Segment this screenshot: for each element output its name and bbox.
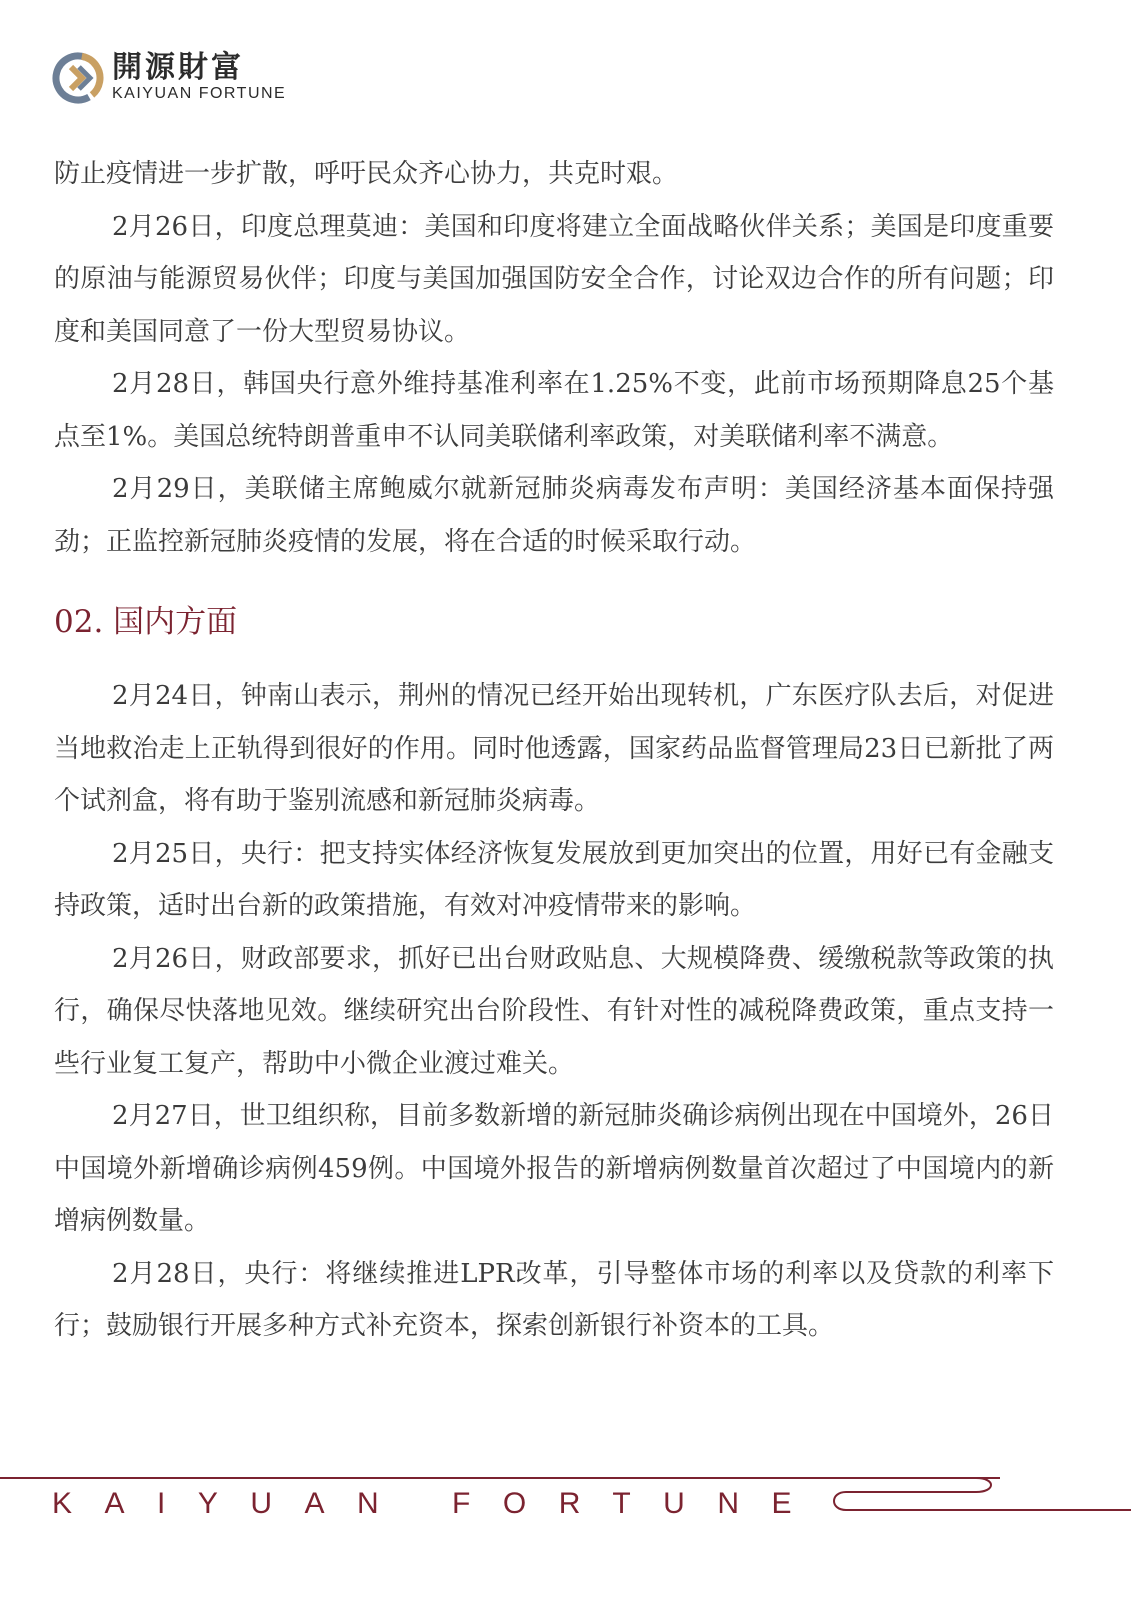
footer-swoosh-icon <box>826 1470 1131 1530</box>
paragraph: 2月29日，美联储主席鲍威尔就新冠肺炎病毒发布声明：美国经济基本面保持强劲；正监控新冠肺炎疫情的发展，将在合适的时候采取行动。 <box>54 474 1054 557</box>
paragraph: 2月24日，钟南山表示，荆州的情况已经开始出现转机，广东医疗队去后，对促进当地救治走上正轨得到很好的作用。同时他透露，国家药品监督管理局23日已新批了两个试剂盒，将有助于鉴别流感和新冠肺炎病毒。 <box>54 681 1054 816</box>
paragraph: 2月28日，韩国央行意外维持基准利率在1.25%不变，此前市场预期降息25个基点至1%。美国总统特朗普重申不认同美联储利率政策，对美联储利率不满意。 <box>54 369 1054 452</box>
document-body <box>54 148 1054 1353</box>
paragraph: 2月26日，财政部要求，抓好已出台财政贴息、大规模降费、缓缴税款等政策的执行，确保尽快落地见效。继续研究出台阶段性、有针对性的减税降费政策，重点支持一些行业复工复产，帮助中小微企业渡过难关。 <box>54 943 1054 1079</box>
paragraph: 2月25日，央行：把支持实体经济恢复发展放到更加突出的位置，用好已有金融支持政策，适时出台新的政策措施，有效对冲疫情带来的影响。 <box>54 838 1054 921</box>
footer-brand-text: KAIYUAN FORTUNE <box>52 1487 824 1520</box>
paragraph: 2月26日，印度总理莫迪：美国和印度将建立全面战略伙伴关系；美国是印度重要的原油与能源贸易伙伴；印度与美国加强国防安全合作，讨论双边合作的所有问题；印度和美国同意了一份大型贸易协议。 <box>54 211 1054 347</box>
brand-name-cn: 開源財富 <box>112 50 244 85</box>
paragraph: 防止疫情进一步扩散，呼吁民众齐心协力，共克时艰。 <box>54 159 679 189</box>
brand-name-en: KAIYUAN FORTUNE <box>112 85 287 102</box>
brand <box>112 52 286 104</box>
section-title: 02. 国内方面 <box>54 604 238 640</box>
header <box>52 50 286 106</box>
kaiyuan-logo-icon <box>52 52 104 104</box>
paragraph: 2月27日，世卫组织称，目前多数新增的新冠肺炎确诊病例出现在中国境外，26日中国境外新增确诊病例459例。中国境外报告的新增病例数量首次超过了中国境内的新增病例数量。 <box>54 1101 1054 1236</box>
paragraph: 2月28日，央行：将继续推进LPR改革，引导整体市场的利率以及贷款的利率下行；鼓励银行开展多种方式补充资本，探索创新银行补资本的工具。 <box>54 1258 1054 1341</box>
